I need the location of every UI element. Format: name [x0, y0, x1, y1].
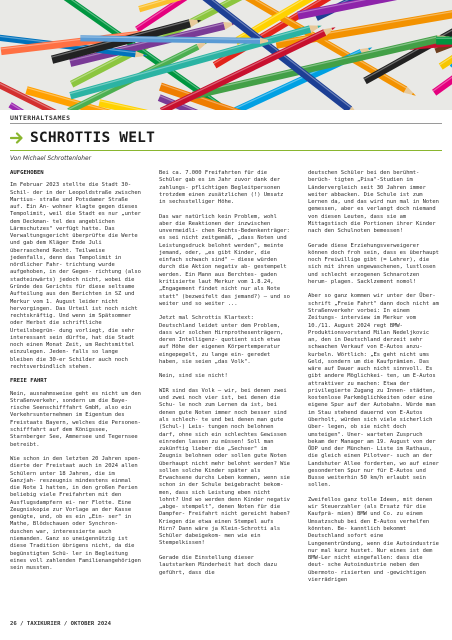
paragraph: Im Februar 2023 stellte die Stadt 30-Schil- der in der Leopoldstraße zwischen Martius- straße und Potsdamer Straße auf. Ein An- wohner klagte gegen dieses Tempolimit, weil die Stadt es nur „unter dem Deckman- tel des angeblichen Lärmschutzes" verfügt hatte. Das Verwaltungsgericht überprüfte die Werte und gab dem Kläger Ende Juli überraschend Recht. Teilweise jedenfalls, denn das Tempolimit in nördlicher Fahr- trichtung wurde aufgehoben, in der Gegen- richtung (also stadteinwärts) jedoch nicht, wobei die Gründe des Gerichts für diese seltsame Aufteilung aus den Berichten in SZ und Merkur vom 1. August leider nicht hervorgingen. Das Urteil ist noch nicht rechtskräftig. Und wenn im Spätsommer oder Herbst die schriftliche Urteilsbegrün- dung vorliegt, die sehr interessant sein dürfte, hat die Stadt noch einen Monat Zeit, um Rechtsmittel einzulegen. Jeden- falls so lange bleiben die 30-er Schilder auch noch rechtsverbindlich stehen.: [10, 182, 141, 370]
paragraph: Das war natürlich kein Problem, wohl aber die Reaktionen der inzwischen unvermeidli- chen Rechts-Bedenkenträger: es sei nicht zeitgemäß, „dass Noten und Leistungsdruck belohnt werden", meinte jemand, oder, „es gibt Kinder, die einfach schwach sind" – diese würden durch die Aktion negativ ab- gestempelt werden. Ein Mann aus Berchtes- gaden kritisierte laut Merkur vom 1.8.24, „Engagement findet nicht nur als Note statt" (bezweifelt das jemand?) – und so weiter und so weiter ...: [159, 213, 290, 307]
column-3: [308, 170, 441, 591]
pencil-tip: [318, 25, 323, 28]
column-2: [159, 170, 292, 584]
paragraph: Gerade die Einstellung dieser lautstarken Minderheit hat doch dazu geführt, dass die: [159, 555, 277, 576]
column-1: [10, 170, 143, 580]
hero-image: [0, 0, 452, 110]
paragraph: Nein, ausnahmsweise geht es nicht um den Straßenverkehr, sondern um die Baye- rische Seenschifffahrt GmbH, also ein Verkehrsunternehmen im Eigentum des Freistaats Bayern, welches die Personen- schifffahrt auf dem Königssee, Starnberger See, Ammersee und Tegernsee betreibt.: [10, 390, 141, 448]
paragraph: Bei ca. 7.000 Freifahrten für die Schüler gab es im Jahr zuvor dank der zahlungs- pflichtigen Begleitpersonen trotzdem einen zusätzlichen (!) Umsatz in sechsstelliger Höhe.: [159, 170, 284, 206]
paragraph: deutschen Schüler bei den berühmt-berüch- tigten „Pisa"-Studien im Ländervergleich seit 30 Jahren immer weiter abbacken. Die Schule ist zum Lernen da, und das wird nun mal in Noten gemessen, aber es verlangt doch niemand von diesen Leuten, dass sie am Mittagstisch die Portionen ihrer Kinder nach den Schulnoten bemessen!: [308, 170, 439, 235]
section-divider: [10, 123, 442, 124]
paragraph: WIR sind das Volk – wir, bei denen zwei und zwei noch vier ist, bei denen die Schu- le noch zum Lernen da ist, bei denen gute Noten immer noch besser sind als schlech- te und bei denen man gute (Schul-) Leis- tungen noch belohnen darf, ohne sich ein schlechtes Gewissen einreden lassen zu müssen! Soll man zukünftig lieber die „Sechser" im Zeugnis belohnen oder sollen gute Noten überhaupt nicht mehr belohnt werden? Wie sollen solche Kinder später als Erwachsene durchs Leben kommen, wenn sie schon in der Schule beigebracht bekom- men, dass sich Leistung eben nicht lohnt? Und wo werden denn Kinder negativ „abge- stempelt", denen Noten für die Dampfer- Freifahrt nicht gereicht haben? Kriegen die etwa einen Stempel aufs Hirn? Dann wäre ja Klein-Schrotti als Schüler dabeigekom- men wie ein Stempelkissen!: [159, 387, 290, 547]
pencil-body: [436, 36, 452, 45]
title-row: [10, 130, 155, 146]
heading-freie-fahrt: FREIE FAHRT: [10, 378, 48, 385]
paragraph: Nein, sind sie nicht!: [159, 373, 228, 380]
title-divider: [10, 150, 442, 151]
paragraph: Aber so ganz kommen wir unter der Über- schrift „Freie Fahrt" dann doch nicht am Straßenverkehr vorbei: In einem Zeitungs- interview im Merkur vom 10./11. August 2024 regt BMW-Produktionsvorstand Milan Nedeljkovic an, den in Deutschland derzeit sehr schwachen Verkauf von E-Autos anzu- kurbeln. Wörtlich: „Es geht nicht ums Geld, sondern um die Kaufprämien. Das wäre auf Dauer auch nicht sinnvoll. Es gibt andere Möglichkei- ten, um E-Autos attraktiver zu machen: Etwa der privilegierte Zugang zu Innen- städten, kostenlose Parkmöglichkeiten oder eine eigene Spur auf der Autobahn. Würde man im Stau stehend dauernd von E-Autos überholt, würden sich viele sicherlich über- legen, ob sie nicht doch umsteigen". Uner- warteten Zuspruch bekam der Manager am 19. August von der ÖDP und der München- Liste im Rathaus, die gleich einen Pilotver- such an der Landshuter Allee forderten, wo auf einer gesonderten Spur nur für E-Autos und Busse weiterhin 50 km/h erlaubt sein sollen.: [308, 293, 439, 489]
heading-aufgehoben: AUFGEHOBEN: [10, 170, 44, 176]
arrow-right-icon: [10, 131, 24, 145]
page-footer: 26 / TAXIKURIER / OKTOBER 2024: [10, 621, 112, 627]
paragraph: Wie schon in den letzten 20 Jahren spen- dierte der Freistaat auch in 2024 allen Schülern unter 18 Jahren, die im Ganzjah- reszeugnis mindestens einmal die Note 1 hatten, in den großen Ferien beliebig viele Freifahrten mit den Ausflugsdampfern ei- ner Flotte. Eine Zeugniskopie zur Vorlage an der Kasse genügte, und, ob es ein „Ein- ser" in Mathe, Blödschauen oder Synchron- duschen war, interessierte auch niemanden. Ganz so uneigennützig ist diese Tradition übrigens nicht, da die begünstigten Schü- ler in Begleitung eines voll zahlenden Familienangehörigen sein mussten.: [10, 456, 141, 572]
paragraph: Jetzt mal Schrottis Klartext: Deutschland leidet unter dem Problem, dass wir solchen Hirnprothesenträgern, deren Intelligenz- quotient sich etwa auf Höhe der eigenen Körpertemperatur eingepegelt, zu lange ein- geredet haben, sie seien „das Volk".: [159, 315, 284, 365]
paragraph: Gerade diese Erziehungsverweigerer können doch froh sein, dass es überhaupt noch Freiwillige gibt (= Lehrer), die sich mit ihren ungewaschenen, lustlosen und schlecht erzogenen Schnarotzen herum- plagen. Sacklzement nomol!: [308, 242, 439, 285]
page-title: SCHROTTIS WELT: [30, 130, 156, 146]
author-byline: Von Michael Schrottenloher: [10, 156, 92, 162]
pencil: [436, 36, 452, 45]
paragraph: Zweifellos ganz tolle Ideen, mit denen wir Steuerzahler (als Ersatz für die Kaufprä- mien) BMW und Co. zu einem Umsatzschub bei den E-Autos verhelfen könnten. Be- kanntlich bekommt Deutschland sofort eine Lungenentründung, wenn die Autoindustrie nur mal kurz hustet. Nur eines ist dem BMW-Ler nicht eingefallen: dass die deut- sche Autoindustrie neben den übermoto- risierten und -gewichtigen vierrädrigen: [308, 496, 439, 583]
colored-pencils-photo: [0, 0, 452, 110]
section-label: UNTERHALTSAMES: [10, 114, 71, 122]
